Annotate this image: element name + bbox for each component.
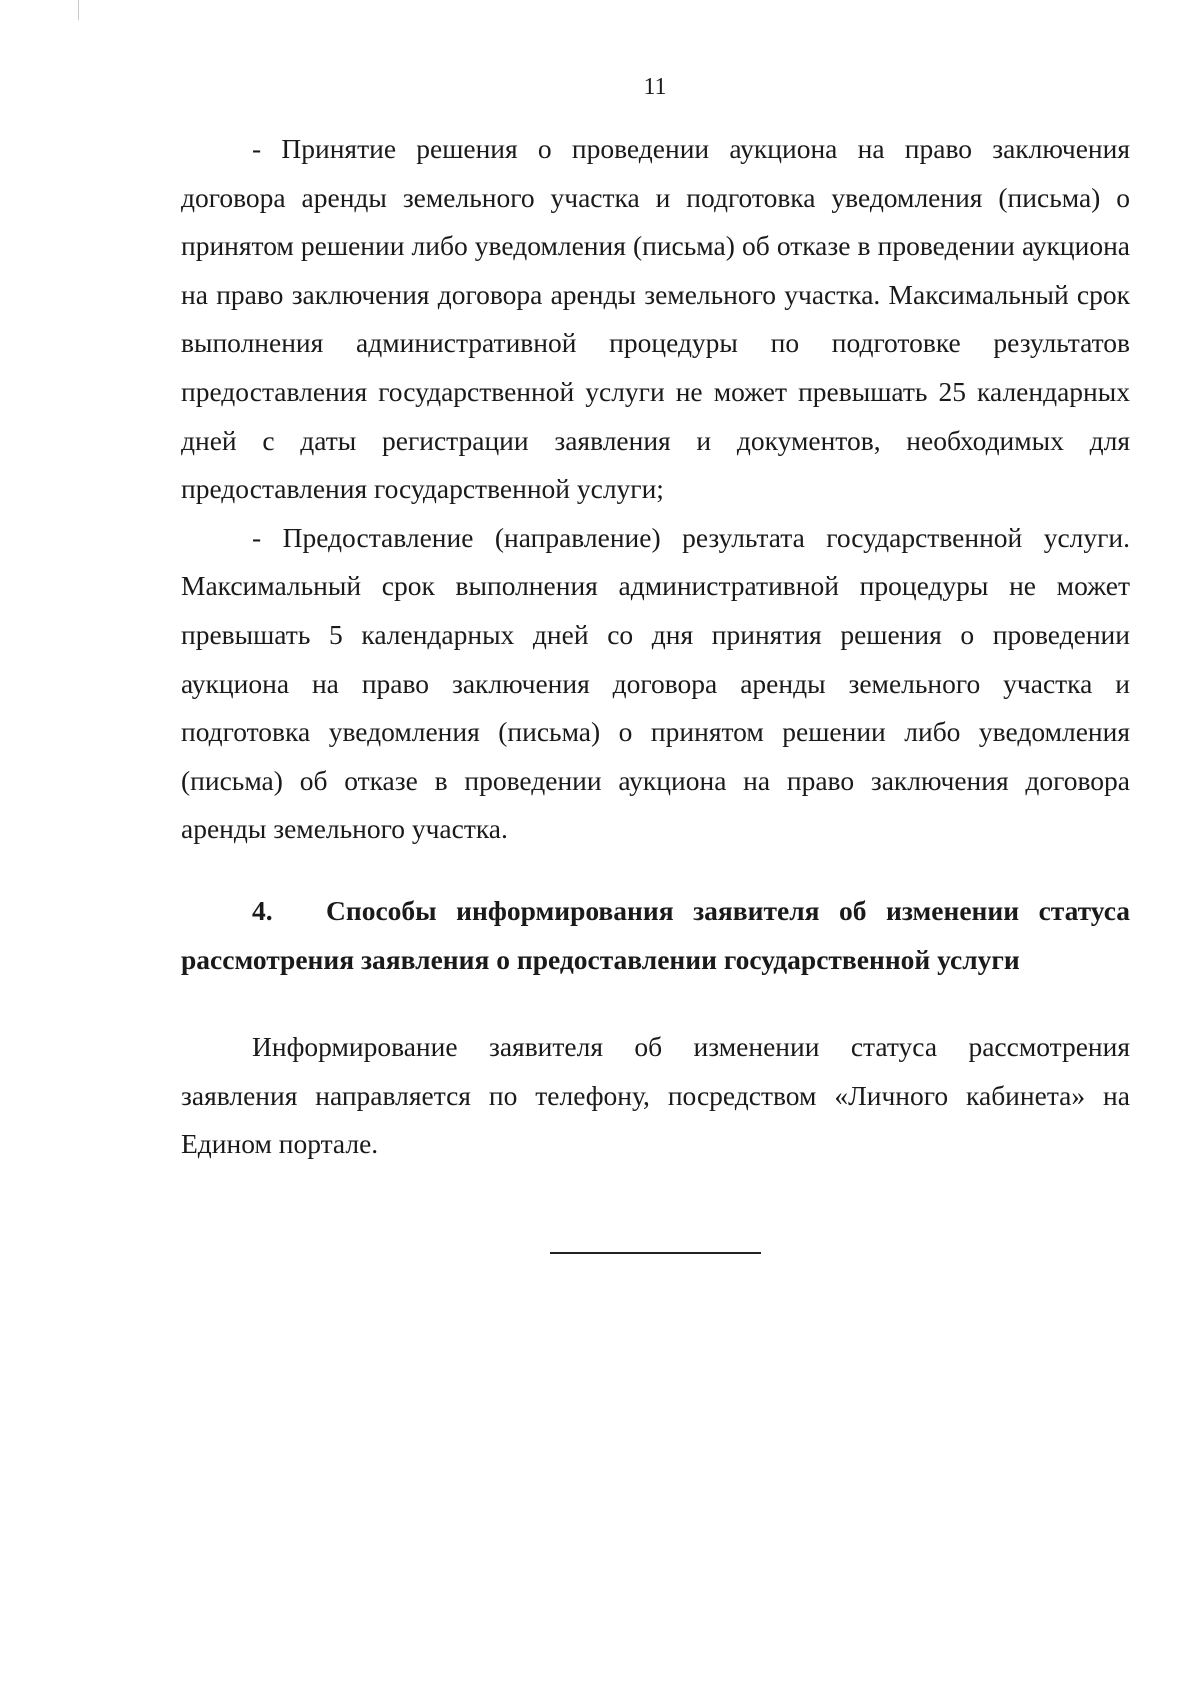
document-body [181,125,1130,1169]
section-heading [181,886,1130,984]
paragraph-decision: - Принятие решения о проведении аукциона на право заключения договора аренды земельного участка и подготовка уведомления (письма) о принятом решении либо уведомления (письма) об отказе в проведении аукциона на право заключения договора аренды земельного участка. Максимальный срок выполнения административной процедуры по подготовке результатов предоставления государственной услуги не может превышать 25 календарных дней с даты регистрации заявления и документов, необходимых для предоставления государственной услуги; [181,133,1130,505]
page-number: 11 [643,74,667,100]
scan-edge-mark [78,0,79,20]
paragraph-result-delivery: - Предоставление (направление) результата государственной услуги. Максимальный срок выполнения административной процедуры не может превышать 5 календарных дней со дня принятия решения о проведении аукциона на право заключения договора аренды земельного участка и подготовка уведомления (письма) о принятом решении либо уведомления (письма) об отказе в проведении аукциона на право заключения договора аренды земельного участка. [181,521,1130,845]
section-title: Способы информирования заявителя об изменении статуса рассмотрения заявления о предоставлении государственной услуги [181,894,1130,975]
section-number: 4. [252,894,273,926]
paragraph-status-info: Информирование заявителя об изменении статуса рассмотрения заявления направляется по телефону, посредством «Личного кабинета» на Едином портале. [181,1030,1130,1160]
end-divider [550,1252,761,1254]
